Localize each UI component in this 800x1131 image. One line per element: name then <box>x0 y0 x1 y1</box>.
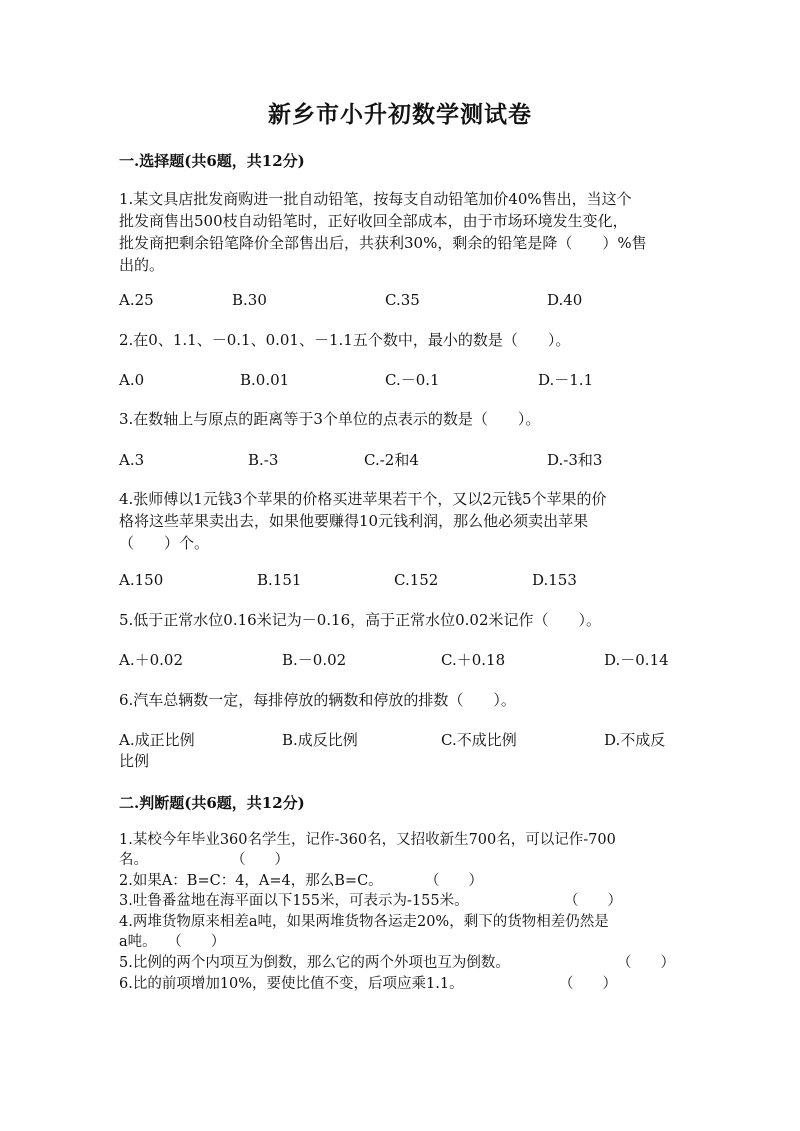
tf-item-2 <box>119 871 679 891</box>
question-3 <box>119 408 679 430</box>
option-a: A.0 <box>119 371 145 389</box>
tf-line: 名。 <box>119 852 148 868</box>
question-line: 5.低于正常水位0.16米记为－0.16，高于正常水位0.02米记作（ ）。 <box>119 611 602 629</box>
option-d-continuation: 比例 <box>119 752 150 770</box>
answer-parentheses: （ ） <box>425 873 483 889</box>
option-c: C.不成比例 <box>441 731 517 749</box>
option-d: D.－1.1 <box>538 371 594 389</box>
option-a: A.3 <box>119 451 145 469</box>
option-d: D.－0.14 <box>604 651 669 669</box>
option-c: C.-2和4 <box>364 451 419 469</box>
option-b: B.0.01 <box>240 371 290 389</box>
tf-line: 1.某校今年毕业360名学生，记作-360名，又招收新生700名，可以记作-700 <box>119 832 616 848</box>
option-d: D.153 <box>532 571 577 589</box>
tf-line: 4.两堆货物原来相差a吨，如果两堆货物各运走20%，剩下的货物相差仍然是 <box>119 914 609 930</box>
option-b: B.-3 <box>248 451 279 469</box>
question-2 <box>119 329 679 351</box>
option-a: A.25 <box>119 291 154 309</box>
question-line: 3.在数轴上与原点的距离等于3个单位的点表示的数是（ ）。 <box>119 410 541 428</box>
question-5 <box>119 609 679 631</box>
question-6 <box>119 689 679 711</box>
question-line: 批发商售出500枝自动铅笔时，正好收回全部成本，由于市场环境发生变化， <box>119 212 628 230</box>
question-line: 批发商把剩余铅笔降价全部售出后，共获利30%，剩余的铅笔是降（ ）%售 <box>119 234 647 252</box>
tf-line: 5.比例的两个内项互为倒数，那么它的两个外项也互为倒数。 <box>119 955 510 971</box>
option-b: B.－0.02 <box>282 651 347 669</box>
answer-parentheses: （ ） <box>564 893 622 909</box>
question-line: 4.张师傅以1元钱3个苹果的价格买进苹果若干个，又以2元钱5个苹果的价 <box>119 490 607 508</box>
tf-item-6 <box>119 974 679 994</box>
tf-item-4 <box>119 912 679 952</box>
tf-item-1 <box>119 830 679 870</box>
option-c: C.152 <box>394 571 439 589</box>
answer-parentheses: （ ） <box>559 976 617 992</box>
question-line: 6.汽车总辆数一定，每排停放的辆数和停放的排数（ ）。 <box>119 691 516 709</box>
answer-parentheses: （ ） <box>167 934 226 950</box>
option-d: D.不成反 <box>604 731 666 749</box>
tf-item-5 <box>119 953 679 973</box>
question-line: 格将这些苹果卖出去，如果他要赚得10元钱利润，那么他必须卖出苹果 <box>119 512 589 530</box>
option-b: B.30 <box>232 291 267 309</box>
question-line: 出的。 <box>119 256 165 274</box>
answer-parentheses: （ ） <box>231 852 289 868</box>
option-a: A.150 <box>119 571 164 589</box>
answer-parentheses: （ ） <box>617 955 675 971</box>
section-heading-judgement: 二.判断题(共6题，共12分) <box>119 794 305 812</box>
tf-line: 6.比的前项增加10%，要使比值不变，后项应乘1.1。 <box>119 976 464 992</box>
option-c: C.－0.1 <box>385 371 440 389</box>
tf-line: 2.如果A：B=C：4，A=4，那么B=C。 <box>119 873 383 889</box>
option-c: C.＋0.18 <box>441 651 506 669</box>
option-b: B.成反比例 <box>282 731 358 749</box>
question-4 <box>119 488 679 554</box>
option-c: C.35 <box>385 291 420 309</box>
tf-line: 3.吐鲁番盆地在海平面以下155米，可表示为-155米。 <box>119 893 469 909</box>
question-line: 2.在0、1.1、－0.1、0.01、－1.1五个数中，最小的数是（ ）。 <box>119 331 571 349</box>
question-1 <box>119 188 679 276</box>
tf-line-row <box>119 932 679 952</box>
question-line: （ ）个。 <box>119 534 210 552</box>
option-d: D.-3和3 <box>547 451 603 469</box>
option-d: D.40 <box>547 291 583 309</box>
tf-line: a吨。 <box>119 934 157 950</box>
tf-item-3 <box>119 891 679 911</box>
section-heading-choice: 一.选择题(共6题，共12分) <box>119 152 305 170</box>
page-title: 新乡市小升初数学测试卷 <box>268 101 532 128</box>
option-a: A.成正比例 <box>119 731 195 749</box>
option-a: A.＋0.02 <box>119 651 183 669</box>
option-b: B.151 <box>257 571 302 589</box>
question-line: 1.某文具店批发商购进一批自动铅笔，按每支自动铅笔加价40%售出，当这个 <box>119 190 632 208</box>
